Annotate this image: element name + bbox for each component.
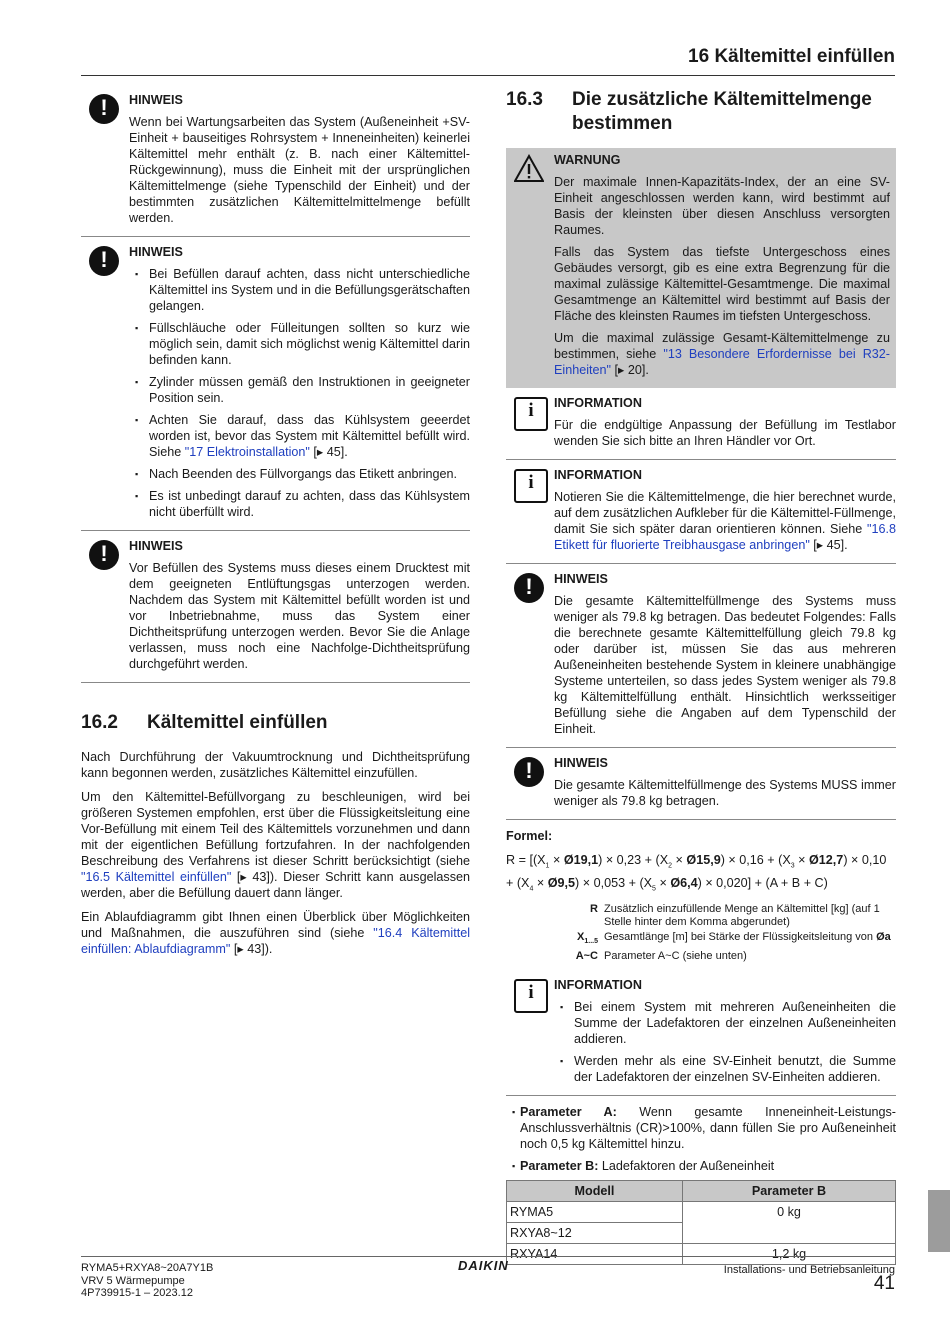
formula-sub: 4 (529, 885, 534, 893)
table-cell-model: RXYA14 (507, 1244, 683, 1265)
table-cell-model: RYMA5 (507, 1202, 683, 1223)
chapter-title: 16 Kältemittel einfüllen (688, 46, 895, 67)
legend-value: Parameter A~C (siehe unten) (604, 950, 747, 963)
link-kaeltemittel-einfuellen[interactable]: "16.5 Kältemittel einfüllen" (81, 870, 232, 884)
parameter-list (506, 1104, 896, 1174)
formula-legend (506, 903, 896, 963)
table-header: Parameter B (682, 1181, 895, 1202)
warning-title: WARNUNG (554, 153, 621, 167)
list-item: ▪ Werden mehr als eine SV-Einheit benutzt, die Summe der Ladefaktoren der einzelnen SV-Einheiten addieren. (554, 1053, 896, 1085)
formula-sub: 3 (790, 862, 795, 870)
list-item: ▪ Zylinder müssen gemäß den Instruktionen in geeigneter Position sein. (129, 374, 470, 406)
legend-key-sub: 1...5 (584, 938, 598, 946)
formula-part: × (549, 853, 564, 867)
formula-part: × (655, 875, 671, 890)
table-cell-model: RXYA8~12 (507, 1223, 683, 1244)
notice-box-1 (81, 88, 470, 237)
paragraph-text: [▸ 43]). (230, 942, 273, 956)
notice-text: Die gesamte Kältemittelfüllmenge des Systems MUSS immer weniger als 79.8 kg betragen. (554, 778, 896, 808)
footer-line: 4P739915-1 – 2023.12 (81, 1287, 193, 1299)
warning-text (554, 330, 890, 378)
table-row (507, 1202, 896, 1223)
info-icon: i (514, 397, 548, 431)
parameter-a-text: Wenn gesamte Inneneinheit-Leistungs-Anschlussverhältnis (CR)>100%, dann füllen Sie pro Außeneinheit noch 0,5 kg Kältemittel hinzu. (520, 1105, 896, 1152)
warning-text: Der maximale Innen-Kapazitäts-Index, der an eine SV-Einheit angeschlossen werden kann, wird bestimmt auf Basis der kleinsten über diesen Anschluss versorgten Raumes. (554, 175, 890, 237)
info-icon: i (514, 469, 548, 503)
page-number: 41 (873, 1273, 895, 1294)
table-header-row (507, 1181, 896, 1202)
section-title: Kältemittel einfüllen (147, 712, 328, 733)
formula-part: R = [(X (506, 853, 546, 867)
legend-row (506, 950, 896, 963)
info-text: Für die endgültige Anpassung der Befüllung im Testlabor wenden Sie sich bitte an Ihren Händler vor Ort. (554, 418, 896, 448)
list-item: ▪ Nach Beenden des Füllvorgangs das Etikett anbringen. (129, 466, 470, 482)
list-item-text: Achten Sie darauf, dass das Kühlsystem geeerdet worden ist, bevor das System mit Kältemittel befüllt wird. Siehe (149, 413, 470, 459)
parameter-a (506, 1104, 896, 1152)
legend-key (506, 931, 604, 948)
formula-part: × (794, 853, 809, 867)
list-item: ▪ Bei Befüllen darauf achten, dass nicht unterschiedliche Kältemittel ins System und in die Befüllungsgerätschaften gelangen. (129, 266, 470, 314)
formula-part: ) × 0,16 + (X (720, 853, 791, 867)
parameter-b-table (506, 1180, 896, 1265)
footer-doc-title: Installations- und Betriebsanleitung (723, 1264, 895, 1276)
paragraph (81, 909, 470, 957)
exclamation-icon: ! (89, 246, 119, 276)
section-heading (81, 711, 470, 735)
formula-diameter: Ø15,9 (686, 853, 721, 867)
header-rule (81, 75, 895, 76)
paragraph-text: Um den Kältemittel-Befüllvorgang zu beschleunigen, wird bei größeren Systemen empfohlen, erst über die Flüssigkeitsleitung eine Vor-Befüllung mit einem Teil des Kältemittels vorzunehmen und dann mit der eigentlichen Befüllung fortzufahren. In der nachfolgenden Beschreibung des Verfahrens ist dieser Schritt berücksichtigt (siehe (81, 790, 470, 868)
parameter-b-label: Parameter B: (520, 1159, 599, 1174)
chapter-side-tab (928, 1190, 950, 1252)
exclamation-icon: ! (514, 573, 544, 603)
info-box-3 (506, 973, 896, 1096)
formula-sub: 1 (545, 862, 550, 870)
formula-part: ) × 0,053 + (X (575, 875, 653, 890)
notice-text: Die gesamte Kältemittelfüllmenge des Systems muss weniger als 79.8 kg betragen. Das bedeutet Folgendes: Falls die berechnete gesamte Kältemittelfüllung gleich 79.8 kg oder darüber ist, müssen Sie das aus mehreren Außeneinheiten bestehende System in kleinere unabhängige Systeme unterteilen, so dass jedes System weniger als 79.8 kg Kältemittelfüllung enthält. Hinsichtlich werksseitiger Befüllung siehe die Angaben auf dem Typenschild der Einheit. (554, 594, 896, 736)
formula-part: × (533, 875, 548, 890)
info-title: INFORMATION (554, 978, 642, 993)
footer-line: RYMA5+RXYA8~20A7Y1B (81, 1262, 214, 1274)
notice-list (129, 266, 470, 520)
parameter-a-label: Parameter A: (520, 1105, 617, 1120)
legend-row (506, 903, 896, 929)
notice-box-3 (81, 534, 470, 683)
page-ref: [▸ 45]. (309, 445, 348, 459)
link-besondere-erfordernisse[interactable]: "13 Besondere Erfordernisse bei R32-Einheiten" (554, 347, 890, 377)
formula-diameter: Ø6,4 (670, 875, 698, 890)
info-box-2 (506, 463, 896, 564)
notice-box-5 (506, 751, 896, 820)
info-box-1 (506, 391, 896, 460)
legend-key: A~C (575, 950, 598, 963)
section-title: Die zusätzliche Kältemittelmenge bestimmen (572, 89, 872, 134)
info-title: INFORMATION (554, 396, 642, 410)
info-title: INFORMATION (554, 468, 642, 482)
legend-value-bold: Øa (876, 931, 891, 944)
left-column (81, 88, 470, 965)
legend-row (506, 931, 896, 948)
formula-diameter: Ø12,7 (809, 853, 844, 867)
formula-part: ) × 0,23 + (X (598, 853, 669, 867)
section-number: 16.3 (506, 89, 543, 110)
table-cell-value: 0 kg (682, 1202, 895, 1244)
page-ref: [▸ 20]. (611, 363, 649, 377)
legend-value: Zusätzlich einzufüllende Menge an Kältemittel [kg] (auf 1 Stelle hinter dem Komma abgerundet) (604, 903, 880, 929)
legend-key: R (590, 903, 598, 916)
table-cell-value: 1,2 kg (682, 1244, 895, 1265)
footer-rule (81, 1256, 895, 1257)
info-text (554, 489, 896, 553)
link-elektroinstallation[interactable]: "17 Elektroinstallation" (184, 445, 310, 459)
info-list (554, 999, 896, 1085)
exclamation-icon: ! (514, 757, 544, 787)
notice-text: Wenn bei Wartungsarbeiten das System (Außeneinheit +SV-Einheit + bauseitiges Rohrsystem + Inneneinheiten) keinerlei Kältemittel mehr enthält (z. B. nach einer Kältemittel-Rückgewinnung), muss die Einheit mit der ursprünglichen Kältemittelmenge (siehe Typenschild der Einheit) und der bestimmten zusätzlichen Kältemittelmittelmenge befüllt werden. (129, 115, 470, 225)
legend-value (604, 931, 896, 948)
footer-model-info (81, 1262, 213, 1300)
parameter-b (506, 1158, 896, 1174)
formula-sub: 5 (652, 885, 656, 893)
table-header: Modell (507, 1181, 683, 1202)
legend-value-text: Gesamtlänge [m] bei Stärke der Flüssigkeitsleitung von (604, 931, 877, 944)
notice-box-2 (81, 240, 470, 531)
page-ref: [▸ 45]. (809, 538, 848, 552)
right-column (506, 88, 896, 1265)
formula (506, 852, 896, 897)
paragraph: Nach Durchführung der Vakuumtrocknung und Dichtheitsprüfung kann begonnen werden, zusätzliches Kältemittel einzufüllen. (81, 750, 470, 780)
warning-text: Falls das System das tiefste Untergeschoss eines Gebäudes versorgt, gib es eine extra Begrenzung für die maximal zulässige Kältemittel-Gesamtmenge. Die maximal Gesamtmenge an Kältemittel wird bestimmt auf Basis der Fläche des kleinsten Raumes im tiefsten Untergeschoss. (554, 245, 890, 323)
notice-box-4 (506, 567, 896, 748)
list-item: ▪ Es ist unbedingt darauf zu achten, dass das Kühlsystem nicht überfüllt wird. (129, 488, 470, 520)
warning-triangle-icon (514, 154, 544, 184)
link-ablaufdiagramm[interactable]: "16.4 Kältemittel einfüllen: Ablaufdiagramm" (81, 926, 470, 956)
formula-diameter: Ø9,5 (547, 875, 576, 890)
notice-title: HINWEIS (129, 245, 183, 259)
paragraph-text: [▸ 43]). Dieser Schritt kann ausgelassen werden, aber die Befüllung dauert dann länger. (81, 870, 470, 900)
notice-title: HINWEIS (129, 539, 183, 553)
notice-title: HINWEIS (129, 93, 183, 107)
formula-sub: 2 (668, 862, 673, 870)
notice-title: HINWEIS (554, 756, 608, 770)
formula-part: ) × 0,10 + (X (506, 853, 887, 890)
section-heading (506, 88, 896, 136)
section-number: 16.2 (81, 712, 118, 733)
parameter-b-text: Ladefaktoren der Außeneinheit (598, 1159, 775, 1174)
link-etikett[interactable]: "16.8 Etikett für fluorierte Treibhausgase anbringen" (554, 522, 896, 552)
info-icon: i (514, 979, 548, 1013)
formula-part: × (672, 853, 687, 867)
legend-key-main: X (577, 931, 585, 944)
warning-box (506, 148, 896, 388)
daikin-logo: DAIKIN (458, 1258, 509, 1273)
exclamation-icon: ! (89, 94, 119, 124)
info-text-part: Notieren Sie die Kältemittelmenge, die hier berechnet wurde, auf dem zusätzlichen Aufkleber für die Kältemittel-Füllmenge, damit Sie sich später daran orientieren können. Siehe (554, 490, 896, 536)
formula-part: ) × 0,020] + (A + B + C) (697, 875, 828, 890)
list-item (129, 412, 470, 460)
exclamation-icon: ! (89, 540, 119, 570)
formula-diameter: Ø19,1 (563, 853, 599, 867)
notice-text: Vor Befüllen des Systems muss dieses einem Drucktest mit dem geeigneten Entlüftungsgas unterzogen werden. Nachdem das System mit Kältemittel befüllt worden ist und vor Inbetriebnahme, muss das System einer Dichtheitsprüfung unterzogen werden. Bevor Sie die Anlage verlassen, muss noch eine Nachfolge-Dichtheitsprüfung durchgeführt werden. (129, 561, 470, 671)
paragraph (81, 789, 470, 901)
list-item: ▪ Bei einem System mit mehreren Außeneinheiten die Summe der Ladefaktoren der einzelnen Außeneinheiten addieren. (554, 999, 896, 1047)
warning-text-part: Um die maximal zulässige Gesamt-Kältemittelmenge zu bestimmen, siehe (554, 331, 890, 361)
list-item: ▪ Füllschläuche oder Fülleitungen sollten so kurz wie möglich sein, damit sich möglichst wenig Kältemittel darin befinden kann. (129, 320, 470, 368)
paragraph-text: Ein Ablaufdiagramm gibt Ihnen einen Überblick über Möglichkeiten und Maßnahmen, die auszuführen sind (siehe (81, 910, 470, 940)
formula-label: Formel: (506, 829, 553, 843)
footer-line: VRV 5 Wärmepumpe (81, 1274, 185, 1287)
notice-title: HINWEIS (554, 572, 608, 586)
